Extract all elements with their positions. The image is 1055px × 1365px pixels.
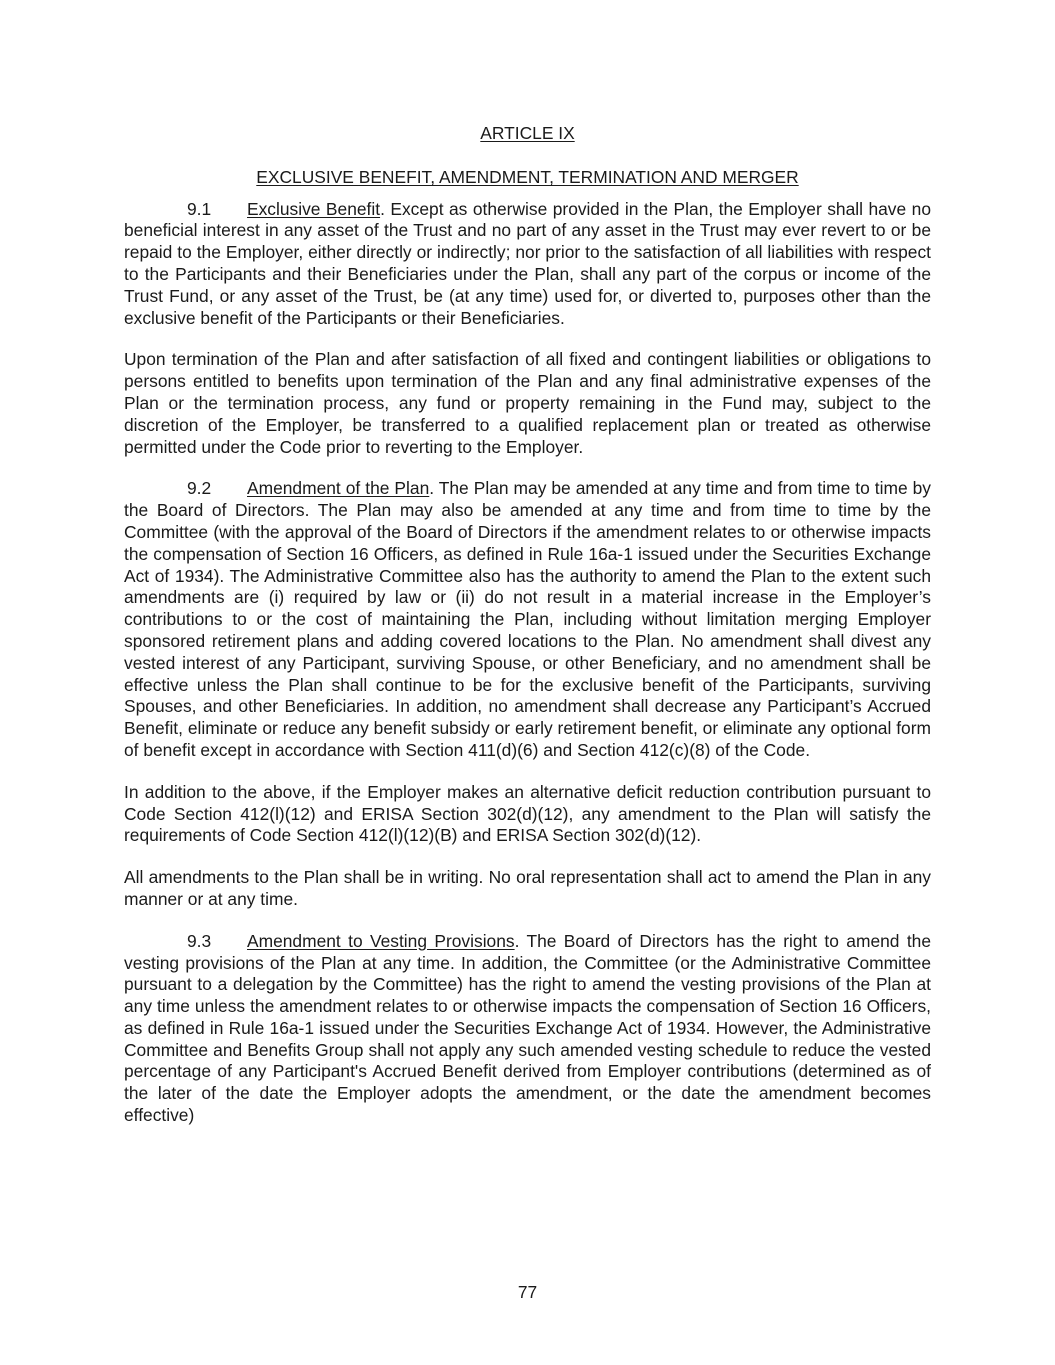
section-9-2-paragraph (124, 478, 931, 761)
section-9-1-paragraph-2: Upon termination of the Plan and after satisfaction of all fixed and contingent liabilities or obligations to persons entitled to benefits upon termination of the Plan and any final administrative expenses of the Plan or the termination process, any fund or property remaining in the Fund may, subject to the discretion of the Employer, be transferred to a qualified replacement plan or treated as otherwise permitted under the Code prior to reverting to the Employer. (124, 349, 931, 457)
section-9-2-paragraph-3: All amendments to the Plan shall be in writing. No oral representation shall act to amend the Plan in any manner or at any time. (124, 867, 931, 909)
section-title: Amendment of the Plan (247, 478, 430, 499)
document-page (124, 123, 931, 1127)
section-number: 9.3 (187, 930, 212, 951)
section-text: . The Board of Directors has the right to amend the vesting provisions of the Plan at any time. In addition, the Committee (or the Administrative Committee pursuant to a delegation by the Committee) has the right to amend the vesting provisions of the Plan at any time unless the amendment relates to or otherwise impacts the compensation of Section 16 Officers, as defined in Rule 16a-1 issued under the Securities Exchange Act of 1934. However, the Administrative Committee and Benefits Group shall not apply any such amended vesting schedule to reduce the vested percentage of any Participant's Accrued Benefit derived from Employer contributions (determined as of the later of the date the Employer adopts the amendment, or the date the amendment becomes effective) (124, 930, 931, 1126)
article-title: ARTICLE IX (480, 123, 575, 143)
section-text: . Except as otherwise provided in the Plan, the Employer shall have no beneficial interest in any asset of the Trust and no part of any asset in the Trust may ever revert to or be repaid to the Employer, either directly or indirectly; nor prior to the satisfaction of all liabilities with respect to the Participants and their Beneficiaries under the Plan, shall any part of the corpus or income of the Trust Fund, or any asset of the Trust, be (at any time) used for, or diverted to, purposes other than the exclusive benefit of the Participants or their Beneficiaries. (124, 198, 931, 328)
section-title: Amendment to Vesting Provisions (247, 930, 515, 951)
section-9-1-paragraph (124, 199, 931, 330)
section-text: . The Plan may be amended at any time and from time to time by the Board of Directors. The Plan may also be amended at any time and from time to time by the Committee (with the approval of the Board of Directors if the amendment relates to or otherwise impacts the compensation of Section 16 Officers, as defined in Rule 16a-1 issued under the Securities Exchange Act of 1934). The Administrative Committee also has the authority to amend the Plan to the extent such amendments are (i) required by law or (ii) do not result in a material increase in the Employer’s contributions to or the cost of maintaining the Plan, including without limitation merging Employer sponsored retirement plans and adding covered locations to the Plan. No amendment shall divest any vested interest of any Participant, surviving Spouse, or other Beneficiary, and no amendment shall be effective unless the Plan shall continue to be for the exclusive benefit of the Participants, surviving Spouses, and other Beneficiaries. In addition, no amendment shall decrease any Participant’s Accrued Benefit, eliminate or reduce any benefit subsidy or early retirement benefit, or eliminate any optional form of benefit except in accordance with Section 411(d)(6) and Section 412(c)(8) of the Code. (124, 478, 931, 760)
section-number: 9.1 (187, 198, 212, 219)
section-number: 9.2 (187, 478, 212, 499)
section-9-3-paragraph (124, 931, 931, 1127)
article-subtitle: EXCLUSIVE BENEFIT, AMENDMENT, TERMINATION AND MERGER (256, 166, 799, 187)
section-9-2-paragraph-2: In addition to the above, if the Employer makes an alternative deficit reduction contribution pursuant to Code Section 412(l)(12) and ERISA Section 302(d)(12), any amendment to the Plan will satisfy the requirements of Code Section 412(l)(12)(B) and ERISA Section 302(d)(12). (124, 781, 931, 846)
page-number: 77 (517, 1282, 538, 1302)
section-title: Exclusive Benefit (247, 198, 381, 219)
